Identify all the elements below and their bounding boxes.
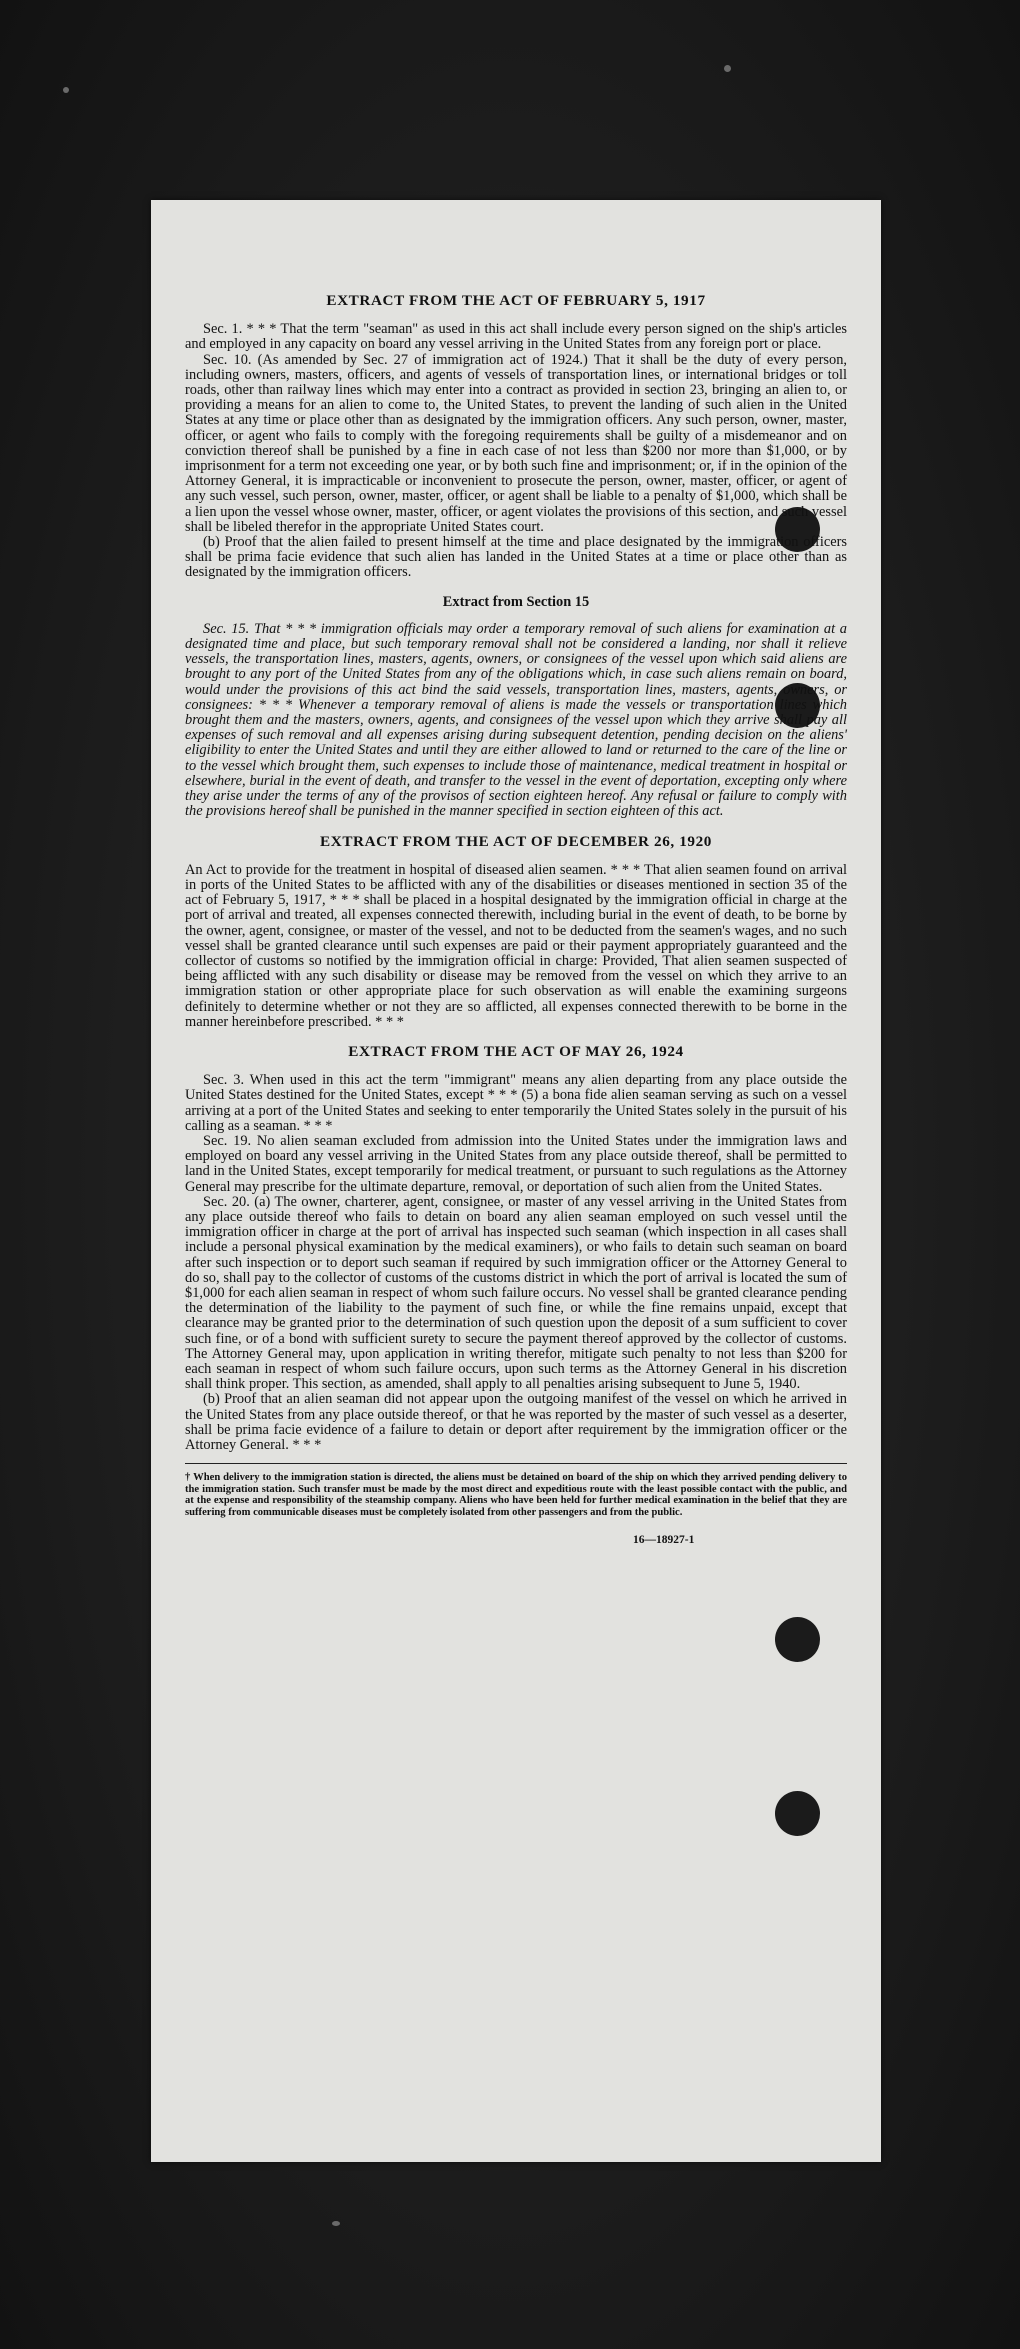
dust-speck [332,2221,340,2226]
paragraph-sec-20-b: (b) Proof that an alien seaman did not appear upon the outgoing manifest of the vessel on which he arrived in the United States from any place outside thereof, or that he was reported by the master of such vessel as a deserter, shall be prima facie evidence of a failure to detain or deport after requirement by the immigration officer or the Attorney General. * * * [185,1391,847,1454]
document-page [151,200,881,2162]
paragraph-sec-1: Sec. 1. * * * That the term "seaman" as used in this act shall include every person signed on the ship's articles and employed in any capacity on board any vessel arriving in the United States from any foreign port or place. [185,321,847,353]
paragraph-sec-15: Sec. 15. That * * * immigration officials may order a temporary removal of such aliens for examination at a designated time and place, but such temporary removal shall not be considered a landing, nor shall it relieve vessels, the transportation lines, masters, agents, owners, or consignees of the vessel upon which said aliens are brought to any port of the United States from any of the obligations which, in case such aliens remain on board, would under the provisions of this act bind the said vessels, transportation lines, masters, agents, owners, or consignees: * * * Whenever a temporary removal of aliens is made the vessels or transportation lines which brought them and the masters, owners, agents, and consignees of the vessel upon which they arrive shall pay all expenses of such removal and all expenses arising during subsequent detention, pending decision on the aliens' eligibility to enter the United States and until they are either allowed to land or returned to the care of the line or to the vessel which brought them, such expenses to include those of maintenance, medical treatment in hospital or elsewhere, burial in the event of death, and transfer to the vessel in the event of deportation, excepting only where they arise under the terms of any of the provisos of section eighteen hereof. Any refusal or failure to comply with the provisions hereof shall be punished in the manner specified in section eighteen of this act. [185,620,847,820]
footnote-divider [185,1463,847,1464]
heading-act-may-1924: EXTRACT FROM THE ACT OF MAY 26, 1924 [348,1042,684,1060]
heading-section-15: Extract from Section 15 [442,593,590,610]
hole-punch [775,1617,820,1662]
paragraph-sec-19: Sec. 19. No alien seaman excluded from admission into the United States under the immigration laws and employed on board any vessel arriving in the United States from any place outside thereof, shall be permitted to land in the United States, except temporarily for medical treatment, or pursuant to such regulations as the Attorney General may prescribe for the ultimate departure, removal, or deportation of such alien from the United States. [185,1132,847,1195]
heading-act-feb-1917: EXTRACT FROM THE ACT OF FEBRUARY 5, 1917 [326,292,706,309]
hole-punch [775,1791,820,1836]
dust-speck [724,65,731,72]
form-number: 16—18927-1 [633,1533,695,1546]
heading-act-dec-1920: EXTRACT FROM THE ACT OF DECEMBER 26, 1920 [320,832,712,850]
paragraph-sec-3: Sec. 3. When used in this act the term "immigrant" means any alien departing from any place outside the United States destined for the United States, except * * * (5) a bona fide alien seaman serving as such on a vessel arriving at a port of the United States and seeking to enter temporarily the United States solely in the pursuit of his calling as a seaman. * * * [185,1072,847,1134]
paragraph-act-1920: An Act to provide for the treatment in hospital of diseased alien seamen. * * * That alien seamen found on arrival in ports of the United States to be afflicted with any of the disabilities or diseases mentioned in section 35 of the act of February 5, 1917, * * * shall be placed in a hospital designated by the immigration official in charge at the port of arrival and treated, all expenses connected therewith, including burial in the event of death, to be borne by the owner, agent, consignee, or master of the vessel, and not to be deducted from the seamen's wages, and no such vessel shall be granted clearance until such expenses are paid or their payment appropriately guaranteed and the collector of customs so notified by the immigration official in charge: Provided, That alien seamen suspected of being afflicted with any such disability or disease may be removed from the vessel on which they arrive to an immigration station or other appropriate place for such observation as will enable the examining surgeons definitely to determine whether or not they are so afflicted, all expenses connected therewith to be borne in the manner hereinbefore prescribed. * * * [185,861,847,1030]
paragraph-sec-10-b: (b) Proof that the alien failed to present himself at the time and place designated by the immigration officers shall be prima facie evidence that such alien has landed in the United States at a time or place other than as designated by the immigration officers. [185,534,847,581]
dust-speck [63,87,69,93]
paragraph-sec-20-a: Sec. 20. (a) The owner, charterer, agent, consignee, or master of any vessel arriving in the United States from any place outside thereof who fails to detain on board any alien seaman employed on such vessel until the immigration officer in charge at the port of arrival has inspected such seaman (which inspection in all cases shall include a personal physical examination by the medical examiners), or who fails to detain such seaman on board after such inspection or to deport such seaman if required by such immigration officer or the Attorney General to do so, shall pay to the collector of customs of the customs district in which the port of arrival is located the sum of $1,000 for each alien seaman in respect of whom such failure occurs. No vessel shall be granted clearance pending the determination of the liability to the payment of such fine, or while the fine remains unpaid, except that clearance may be granted prior to the determination of such question upon the deposit of a sum sufficient to cover such fine, or of a bond with sufficient surety to secure the payment thereof approved by the collector of customs. The Attorney General may, upon application in writing therefor, mitigate such penalty to not less than $200 for each seaman in respect of whom such failure occurs, upon such terms as the Attorney General in his discretion shall think proper. This section, as amended, shall apply to all penalties arising subsequent to June 5, 1940. [185,1193,847,1393]
footnote: † When delivery to the immigration station is directed, the aliens must be detained on board of the ship on which they arrived pending delivery to the immigration station. Such transfer must be made by the most direct and expeditious route with the least possible contact with the public, and at the expense and responsibility of the steamship company. Aliens who have been held for further medical examination in the belief that they are suffering from communicable diseases must be completely isolated from other passengers and from the public. [185,1472,847,1518]
document-text [185,293,847,1548]
paragraph-sec-10: Sec. 10. (As amended by Sec. 27 of immigration act of 1924.) That it shall be the duty of every person, including owners, masters, officers, and agents of vessels of transportation lines, or international bridges or toll roads, other than railway lines which may enter into a contract as provided in section 23, bringing an alien to, or providing a means for an alien to come to, the United States, to prevent the landing of such alien in the United States at any time or place other than as designated by the immigration officers. Any such person, owner, master, officer, or agent who fails to comply with the foregoing requirements shall be guilty of a misdemeanor and on conviction thereof shall be punished by a fine in each case of not less than $200 nor more than $1,000, or by imprisonment for a term not exceeding one year, or by both such fine and imprisonment; or, if in the opinion of the Attorney General, it is impracticable or inconvenient to prosecute the person, owner, master, officer, or agent of any such vessel, such person, owner, master, officer, or agent shall be liable to a penalty of $1,000, which shall be a lien upon the vessel whose owner, master, officer, or agent violates the provisions of this section, and such vessel shall be libeled therefor in the appropriate United States court. [185,351,847,535]
